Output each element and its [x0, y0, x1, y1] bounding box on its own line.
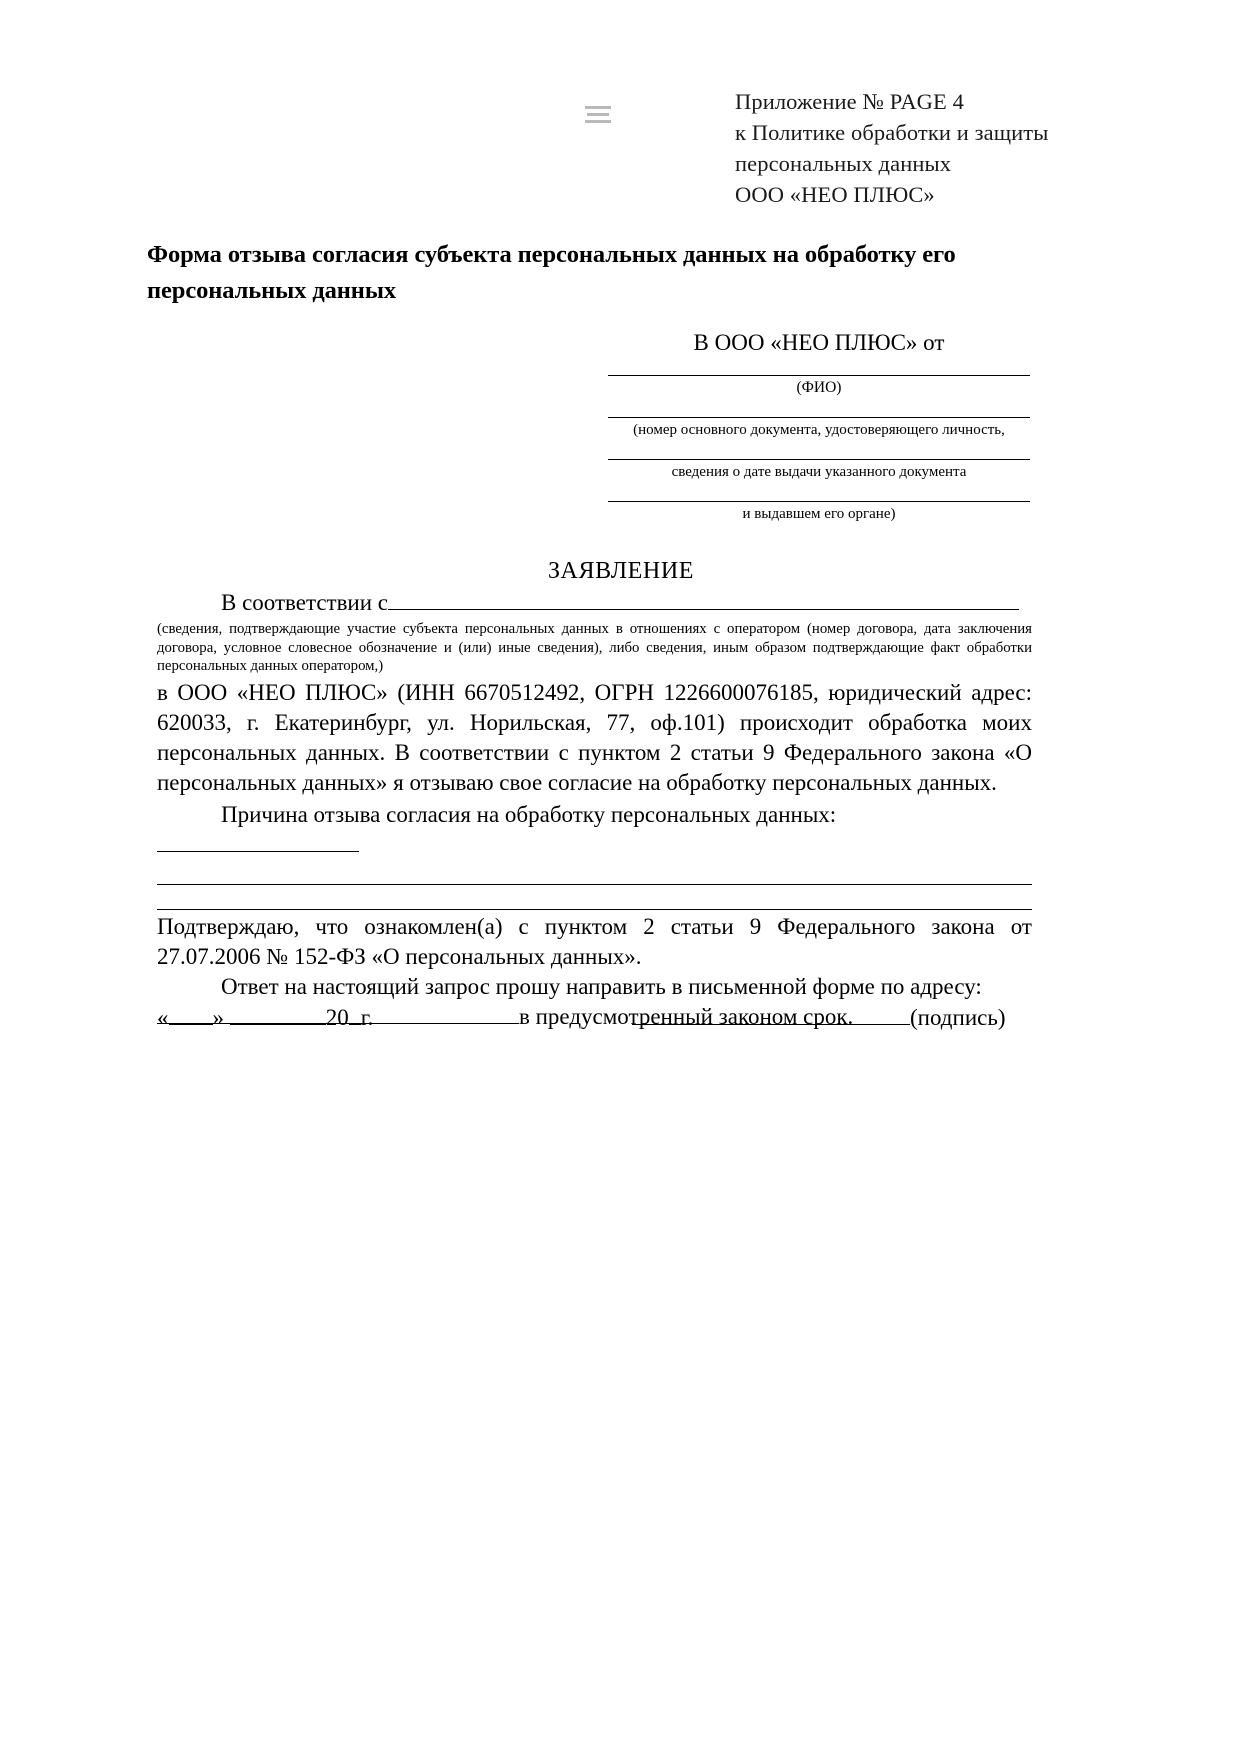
addressee-to-line: В ООО «НЕО ПЛЮС» от	[693, 330, 945, 355]
paragraph-confirm: Подтверждаю, что ознакомлен(а) с пунктом 2 статьи 9 Федерального закона от 27.07.2006 № 152-ФЗ «О персональных данных».	[157, 913, 1032, 969]
line-reason	[157, 800, 1032, 860]
date-field-group[interactable]	[157, 1005, 373, 1031]
caption-signature: (подпись)	[910, 1005, 1006, 1030]
addressee-block	[608, 330, 1030, 524]
caption-issuing-authority: и выдавшем его органе)	[742, 506, 896, 522]
field-reason-3[interactable]	[157, 885, 1032, 910]
page-title: Форма отзыва согласия субъекта персональных данных на обработку его персональных данных	[147, 241, 956, 304]
header-line-3: персональных данных	[735, 151, 952, 176]
label-reply: Ответ на настоящий запрос прошу направить в письменной форме по адресу:	[221, 973, 982, 999]
header-appendix-block	[735, 86, 1195, 210]
header-line-4: ООО «НЕО ПЛЮС»	[735, 182, 935, 207]
header-line-2: к Политике обработки и защиты	[735, 120, 1049, 145]
field-signature[interactable]	[632, 1005, 910, 1025]
micro-note-sources: (сведения, подтверждающие участие субъекта персональных данных в отношениях с оператором (номер договора, дата заключения договора, условное словесное обозначение и (или) иные сведения), либо сведения, иным образом подтверждающие факт обработки персональных данных оператором,)	[157, 621, 1032, 674]
field-day[interactable]	[169, 1007, 213, 1025]
field-year[interactable]	[349, 1007, 361, 1025]
document-header	[0, 86, 1242, 216]
header-glyph-icon	[585, 106, 615, 134]
date-year-suffix: г.	[360, 1005, 374, 1030]
field-reason-2[interactable]	[157, 860, 1032, 885]
header-line-1: Приложение № PAGE 4	[735, 89, 964, 114]
caption-document-date: сведения о дате выдачи указанного документа	[671, 464, 967, 480]
caption-document-number: (номер основного документа, удостоверяющего личность,	[633, 422, 1005, 438]
date-quote-open: «	[157, 1005, 169, 1030]
date-quote-close: »	[212, 1005, 224, 1030]
paragraph-main: в ООО «НЕО ПЛЮС» (ИНН 6670512492, ОГРН 1226600076185, юридический адрес: 620033, г. Екатеринбург, ул. Норильская, 77, оф.101) происходит обработка моих персональных данных. В соответствии с пунктом 2 статьи 9 Федерального закона «О персональных данных» я отзываю свое согласие на обработку персональных данных.	[157, 679, 1032, 795]
field-month[interactable]	[230, 1007, 326, 1025]
addressee-field-fio[interactable]	[608, 375, 1030, 398]
field-in-accordance[interactable]	[388, 590, 1019, 610]
signature-field-group[interactable]	[632, 1005, 1005, 1031]
addressee-field-document-date[interactable]	[608, 459, 1030, 482]
statement-heading: ЗАЯВЛЕНИЕ	[547, 558, 695, 584]
field-reason-1[interactable]	[157, 832, 359, 852]
addressee-field-issuing-authority[interactable]	[608, 501, 1030, 524]
line-in-accordance	[157, 588, 1032, 618]
label-reply-tail: в предусмотренный законом срок.	[519, 1003, 854, 1029]
label-reason: Причина отзыва согласия на обработку персональных данных:	[221, 801, 837, 827]
label-in-accordance: В соответствии с	[221, 590, 389, 615]
addressee-field-document-number[interactable]	[608, 417, 1030, 440]
document-body	[157, 588, 1032, 1032]
line-reply	[157, 972, 1032, 1002]
caption-fio: (ФИО)	[796, 379, 842, 396]
date-year-label: 20	[325, 1005, 349, 1030]
